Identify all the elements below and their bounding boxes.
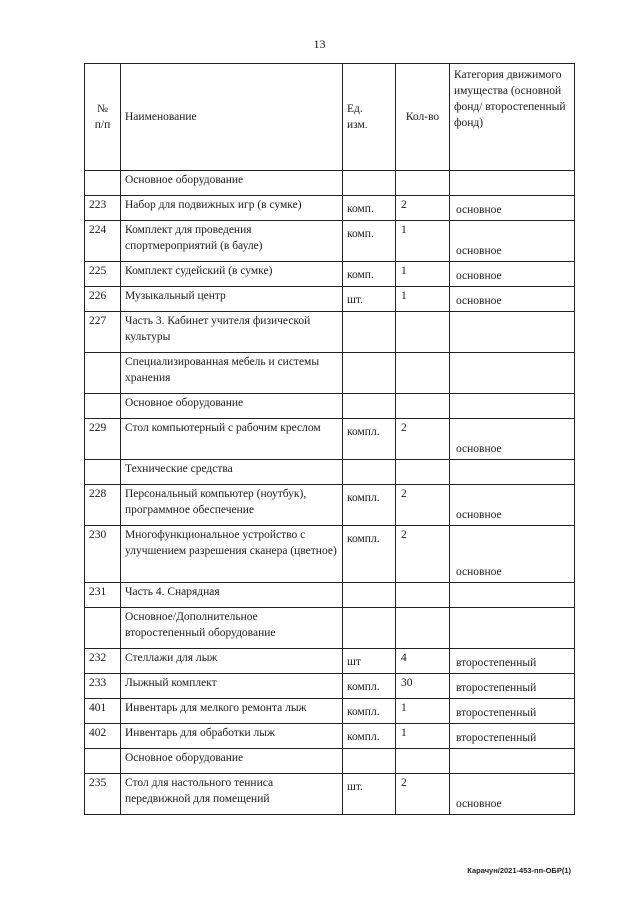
cell-category: [450, 749, 575, 774]
cell-unit: [343, 460, 396, 485]
cell-unit: компл.: [343, 724, 396, 749]
cell-category: основное: [450, 221, 575, 262]
cell-category: второстепенный: [450, 724, 575, 749]
cell-qty: 1: [396, 287, 450, 312]
cell-category: [450, 353, 575, 394]
cell-num: 402: [85, 724, 121, 749]
cell-category: основное: [450, 774, 575, 815]
cell-name: Комплект для проведения спортмероприятий (в бауле): [121, 221, 343, 262]
cell-num: [85, 460, 121, 485]
cell-unit: компл.: [343, 419, 396, 460]
cell-qty: [396, 312, 450, 353]
table-header-row: [85, 64, 575, 171]
table-row: [85, 674, 575, 699]
cell-unit: комп.: [343, 196, 396, 221]
cell-unit: шт.: [343, 287, 396, 312]
table-row: [85, 608, 575, 649]
cell-unit: [343, 312, 396, 353]
cell-qty: 30: [396, 674, 450, 699]
cell-category: [450, 608, 575, 649]
cell-category: второстепенный: [450, 649, 575, 674]
cell-qty: [396, 608, 450, 649]
cell-unit: комп.: [343, 221, 396, 262]
table-row: [85, 353, 575, 394]
cell-name: Стеллажи для лыж: [121, 649, 343, 674]
cell-qty: 1: [396, 221, 450, 262]
cell-unit: [343, 394, 396, 419]
cell-name: Технические средства: [121, 460, 343, 485]
cell-category: [450, 394, 575, 419]
cell-name: Набор для подвижных игр (в сумке): [121, 196, 343, 221]
header-category: Категория движимого имущества (основной фонд/ второстепенный фонд): [450, 64, 575, 171]
header-unit: Ед. изм.: [343, 64, 396, 171]
cell-num: [85, 171, 121, 196]
table-row: [85, 262, 575, 287]
table-row: [85, 287, 575, 312]
cell-qty: 2: [396, 774, 450, 815]
cell-category: основное: [450, 262, 575, 287]
page-number: 13: [313, 37, 326, 51]
cell-name: Музыкальный центр: [121, 287, 343, 312]
cell-name: Часть 3. Кабинет учителя физической культуры: [121, 312, 343, 353]
cell-num: 225: [85, 262, 121, 287]
cell-name: Основное оборудование: [121, 394, 343, 419]
cell-num: 231: [85, 583, 121, 608]
table-row: [85, 312, 575, 353]
table-row: [85, 649, 575, 674]
cell-num: [85, 353, 121, 394]
cell-num: 229: [85, 419, 121, 460]
cell-num: 230: [85, 526, 121, 583]
cell-category: [450, 312, 575, 353]
cell-qty: 2: [396, 196, 450, 221]
cell-num: 232: [85, 649, 121, 674]
equipment-table: [84, 63, 575, 815]
cell-num: 226: [85, 287, 121, 312]
cell-category: [450, 583, 575, 608]
cell-qty: [396, 394, 450, 419]
cell-qty: [396, 749, 450, 774]
cell-unit: [343, 749, 396, 774]
document-code: Карачун/2021-453-пп-ОБР(1): [467, 866, 571, 875]
header-name: Наименование: [121, 64, 343, 171]
cell-unit: шт: [343, 649, 396, 674]
cell-qty: 1: [396, 262, 450, 287]
cell-unit: компл.: [343, 526, 396, 583]
cell-category: [450, 171, 575, 196]
cell-unit: шт.: [343, 774, 396, 815]
cell-category: основное: [450, 419, 575, 460]
table-row: [85, 394, 575, 419]
cell-qty: 1: [396, 699, 450, 724]
cell-category: основное: [450, 287, 575, 312]
cell-num: 233: [85, 674, 121, 699]
cell-qty: 4: [396, 649, 450, 674]
cell-num: 227: [85, 312, 121, 353]
table-body: [85, 171, 575, 815]
table-row: [85, 526, 575, 583]
cell-name: Основное оборудование: [121, 749, 343, 774]
cell-name: Персональный компьютер (ноутбук), программное обеспечение: [121, 485, 343, 526]
table-row: [85, 196, 575, 221]
cell-unit: компл.: [343, 699, 396, 724]
header-qty: Кол-во: [396, 64, 450, 171]
table-row: [85, 419, 575, 460]
cell-num: [85, 394, 121, 419]
cell-category: основное: [450, 526, 575, 583]
cell-unit: компл.: [343, 674, 396, 699]
cell-name: Основное оборудование: [121, 171, 343, 196]
table-row: [85, 724, 575, 749]
cell-num: 224: [85, 221, 121, 262]
cell-num: [85, 608, 121, 649]
cell-qty: [396, 583, 450, 608]
cell-category: основное: [450, 196, 575, 221]
cell-qty: [396, 353, 450, 394]
cell-unit: [343, 353, 396, 394]
table-row: [85, 699, 575, 724]
cell-name: Стол для настольного тенниса передвижной для помещений: [121, 774, 343, 815]
cell-name: Многофункциональное устройство с улучшением разрешения сканера (цветное): [121, 526, 343, 583]
cell-num: [85, 749, 121, 774]
table-row: [85, 221, 575, 262]
cell-num: 235: [85, 774, 121, 815]
cell-unit: компл.: [343, 485, 396, 526]
cell-qty: 2: [396, 485, 450, 526]
cell-unit: [343, 583, 396, 608]
cell-unit: [343, 171, 396, 196]
cell-category: второстепенный: [450, 699, 575, 724]
table-row: [85, 171, 575, 196]
cell-num: 401: [85, 699, 121, 724]
table-row: [85, 749, 575, 774]
cell-category: второстепенный: [450, 674, 575, 699]
cell-name: Инвентарь для обработки лыж: [121, 724, 343, 749]
table-row: [85, 485, 575, 526]
table-row: [85, 774, 575, 815]
header-num: № п/п: [85, 64, 121, 171]
cell-name: Специализированная мебель и системы хранения: [121, 353, 343, 394]
table-row: [85, 583, 575, 608]
cell-qty: 1: [396, 724, 450, 749]
cell-name: Лыжный комплект: [121, 674, 343, 699]
cell-name: Стол компьютерный с рабочим креслом: [121, 419, 343, 460]
cell-qty: [396, 460, 450, 485]
cell-qty: 2: [396, 526, 450, 583]
cell-qty: [396, 171, 450, 196]
table-row: [85, 460, 575, 485]
cell-name: Комплект судейский (в сумке): [121, 262, 343, 287]
cell-qty: 2: [396, 419, 450, 460]
cell-unit: [343, 608, 396, 649]
cell-num: 223: [85, 196, 121, 221]
cell-category: [450, 460, 575, 485]
cell-category: основное: [450, 485, 575, 526]
cell-name: Часть 4. Снарядная: [121, 583, 343, 608]
cell-unit: комп.: [343, 262, 396, 287]
cell-name: Инвентарь для мелкого ремонта лыж: [121, 699, 343, 724]
cell-num: 228: [85, 485, 121, 526]
cell-name: Основное/Дополнительное второстепенный оборудование: [121, 608, 343, 649]
